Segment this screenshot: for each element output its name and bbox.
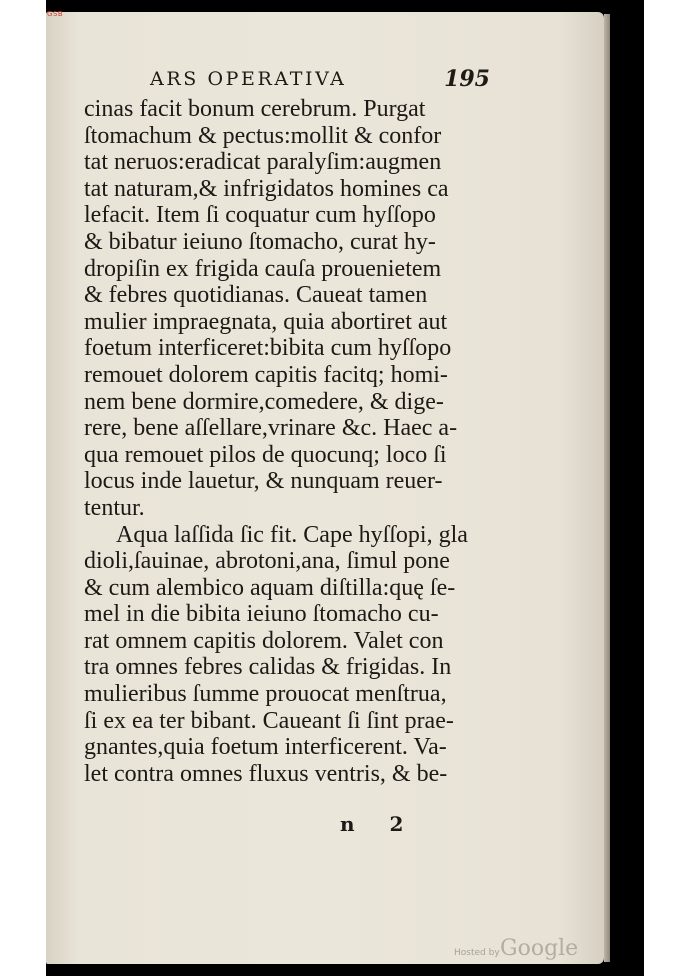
signature-mark: n 2 (340, 812, 418, 836)
text-line: qua remouet pilos de quocunq; loco ſi (84, 441, 447, 468)
scan-mark: GSB (47, 10, 64, 18)
google-logo: Google (500, 936, 579, 961)
text-line: ſi ex ea ter bibant. Caueant ſi ſint prae- (84, 707, 454, 734)
text-line: locus inde lauetur, & nunquam reuer- (84, 468, 443, 495)
text-line: gnantes,quia foetum interficerent. Va- (84, 734, 447, 761)
text-line: let contra omnes fluxus ventris, & be- (84, 760, 448, 787)
text-line: lefacit. Item ſi coquatur cum hyſſopo (84, 202, 436, 229)
text-line: & cum alembico aquam diſtilla:quę ſe- (84, 574, 456, 601)
text-line: mulier impraegnata, quia abortiret aut (84, 308, 448, 335)
paragraph-start-line: Aqua laſſida ſic fit. Cape hyſſopi, gla (116, 521, 468, 548)
text-line: tra omnes febres calidas & frigidas. In (84, 654, 452, 681)
page-edge (604, 14, 610, 962)
text-line: remouet dolorem capitis facitq; homi- (84, 361, 448, 388)
text-line: dropiſin ex frigida cauſa prouenietem (84, 255, 442, 282)
watermark-label: Hosted by (454, 948, 500, 958)
text-line: tat neruos:eradicat paralyſim:augmen (84, 149, 442, 176)
text-line: mel in die bibita ieiuno ſtomacho cu- (84, 601, 439, 628)
text-line: rere, bene aſſellare,vrinare &c. Haec a- (84, 415, 458, 442)
running-title: ARS OPERATIVA (150, 68, 347, 90)
text-line: tentur. (84, 494, 145, 521)
running-head (150, 64, 490, 92)
folio-number: 195 (444, 66, 490, 92)
text-line: rat omnem capitis dolorem. Valet con (84, 627, 444, 654)
text-line: & febres quotidianas. Caueat tamen (84, 282, 428, 309)
text-line: tat naturam,& infrigidatos homines ca (84, 175, 449, 202)
text-line: foetum interficeret:bibita cum hyſſopo (84, 335, 452, 362)
text-line: nem bene dormire,comedere, & dige- (84, 388, 444, 415)
body-text (84, 96, 496, 787)
text-line: ſtomachum & pectus:mollit & confor (84, 122, 442, 149)
text-line: mulieribus ſumme prouocat menſtrua, (84, 681, 447, 708)
text-line: cinas facit bonum cerebrum. Purgat (84, 96, 426, 122)
text-line: dioli,ſauinae, abrotoni,ana, ſimul pone (84, 548, 450, 575)
text-line: & bibatur ieiuno ſtomacho, curat hy- (84, 228, 436, 255)
